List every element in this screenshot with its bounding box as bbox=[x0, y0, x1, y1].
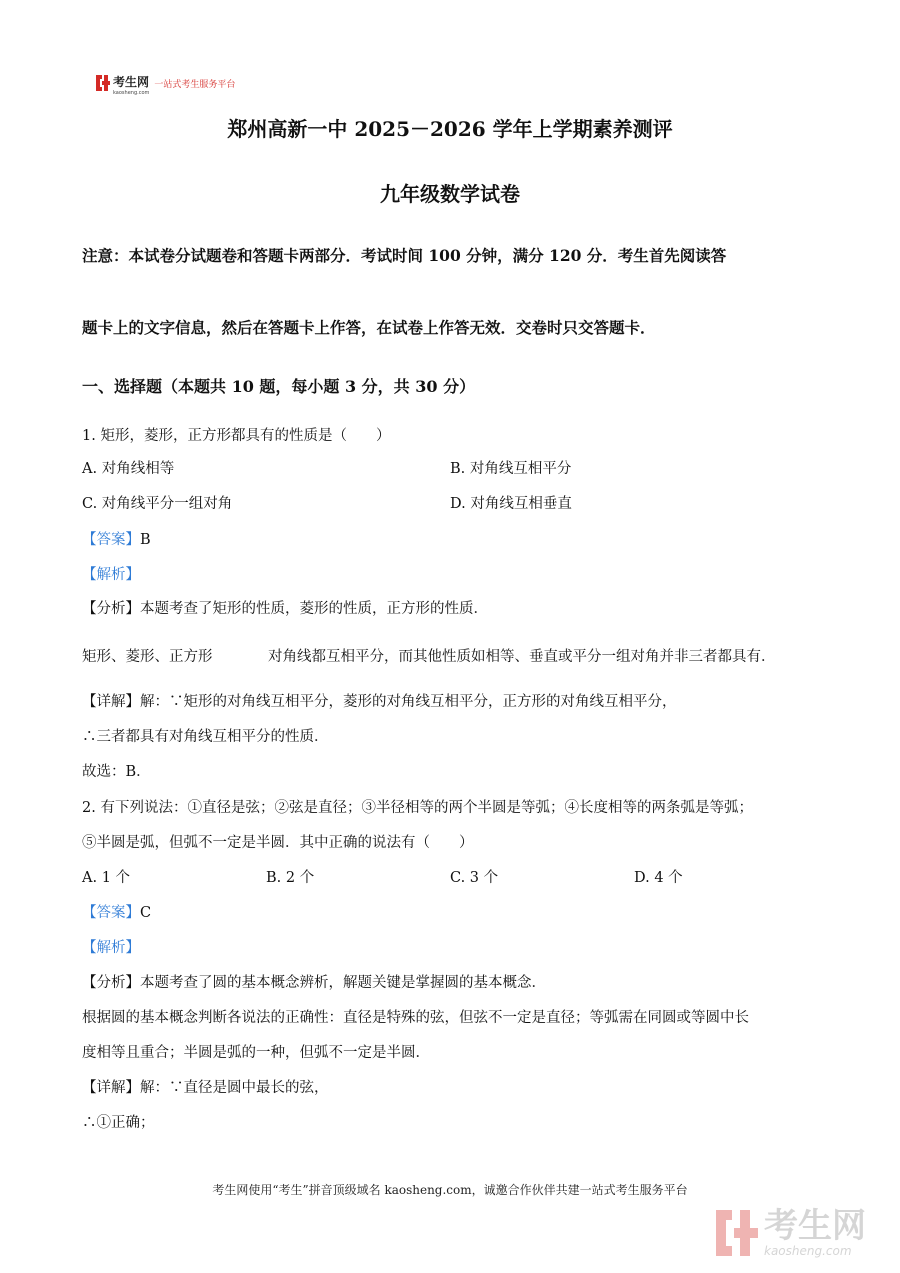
q2-fenxi: 【分析】本题考查了圆的基本概念辨析，解题关键是掌握圆的基本概念． bbox=[82, 975, 546, 991]
q1-analysis-tag: 【解析】 bbox=[82, 567, 140, 583]
q1-answer-value: B bbox=[140, 532, 151, 548]
q1-fenxi2-b: 对角线都互相平分，而其他性质如相等、垂直或平分一组对角并非三者都具有． bbox=[268, 649, 776, 665]
q1-option-d: D. 对角线互相垂直 bbox=[450, 496, 572, 512]
q2-basis-1: 根据圆的基本概念判断各说法的正确性：直径是特殊的弦，但弦不一定是直径；等弧需在同圆或等圆中长 bbox=[82, 1010, 749, 1026]
watermark-logo-icon bbox=[716, 1210, 758, 1256]
q1-option-c: C. 对角线平分一组对角 bbox=[82, 496, 233, 512]
notice-line-2: 题卡上的文字信息，然后在答题卡上作答，在试卷上作答无效．交卷时只交答题卡． bbox=[82, 318, 656, 337]
q2-detail-1: 【详解】解：∵直径是圆中最长的弦， bbox=[82, 1080, 329, 1096]
q1-answer-tag: 【答案】 bbox=[82, 532, 140, 548]
q2-option-a: A. 1 个 bbox=[82, 870, 131, 886]
q2-detail-2: ∴①正确； bbox=[82, 1115, 155, 1131]
logo-name: 考生网 bbox=[113, 74, 150, 89]
watermark-domain: kaosheng.com bbox=[764, 1244, 852, 1258]
q2-basis-2: 度相等且重合；半圆是弧的一种，但弧不一定是半圆． bbox=[82, 1045, 430, 1061]
q1-detail-1: 【详解】解：∵矩形的对角线互相平分，菱形的对角线互相平分，正方形的对角线互相平分， bbox=[82, 694, 677, 710]
header-logo bbox=[96, 74, 236, 96]
q1-option-a: A. 对角线相等 bbox=[82, 461, 175, 477]
q2-answer-tag: 【答案】 bbox=[82, 905, 140, 921]
q2-answer-value: C bbox=[140, 905, 152, 921]
watermark-name: 考生网 bbox=[764, 1206, 866, 1246]
q2-analysis-tag: 【解析】 bbox=[82, 940, 140, 956]
q1-fenxi: 【分析】本题考查了矩形的性质，菱形的性质，正方形的性质． bbox=[82, 601, 488, 617]
notice-line-1: 注意：本试卷分试题卷和答题卡两部分．考试时间 100 分钟，满分 120 分．考生首先阅读答 bbox=[82, 246, 727, 265]
q2-option-b: B. 2 个 bbox=[266, 870, 315, 886]
q1-fenxi2-a: 矩形、菱形、正方形 bbox=[82, 649, 213, 665]
q1-option-b: B. 对角线互相平分 bbox=[450, 461, 572, 477]
section-title: 一、选择题（本题共 10 题，每小题 3 分，共 30 分） bbox=[82, 377, 476, 396]
exam-subtitle: 九年级数学试卷 bbox=[380, 182, 520, 206]
q2-stem-1: 2. 有下列说法：①直径是弦；②弦是直径；③半径相等的两个半圆是等弧；④长度相等的两条弧是等弧； bbox=[82, 800, 753, 816]
logo-slogan: 一站式考生服务平台 bbox=[154, 79, 236, 90]
watermark bbox=[716, 1208, 866, 1258]
q2-option-d: D. 4 个 bbox=[634, 870, 683, 886]
q2-option-c: C. 3 个 bbox=[450, 870, 499, 886]
logo-mark-icon bbox=[96, 75, 110, 91]
q1-answer bbox=[82, 528, 151, 549]
exam-title: 郑州高新一中 2025－2026 学年上学期素养测评 bbox=[227, 117, 673, 141]
q1-stem: 1. 矩形，菱形，正方形都具有的性质是（ ） bbox=[82, 428, 391, 444]
logo-domain: kaosheng.com bbox=[113, 89, 150, 96]
q2-answer bbox=[82, 901, 151, 922]
q2-stem-2: ⑤半圆是弧，但弧不一定是半圆．其中正确的说法有（ ） bbox=[82, 835, 474, 851]
q1-detail-2: ∴三者都具有对角线互相平分的性质． bbox=[82, 729, 329, 745]
q1-choose: 故选：B． bbox=[82, 764, 151, 780]
page-footer: 考生网使用“考生”拼音顶级域名 kaosheng.com，诚邀合作伙伴共建一站式考生服务平台 bbox=[212, 1183, 688, 1197]
